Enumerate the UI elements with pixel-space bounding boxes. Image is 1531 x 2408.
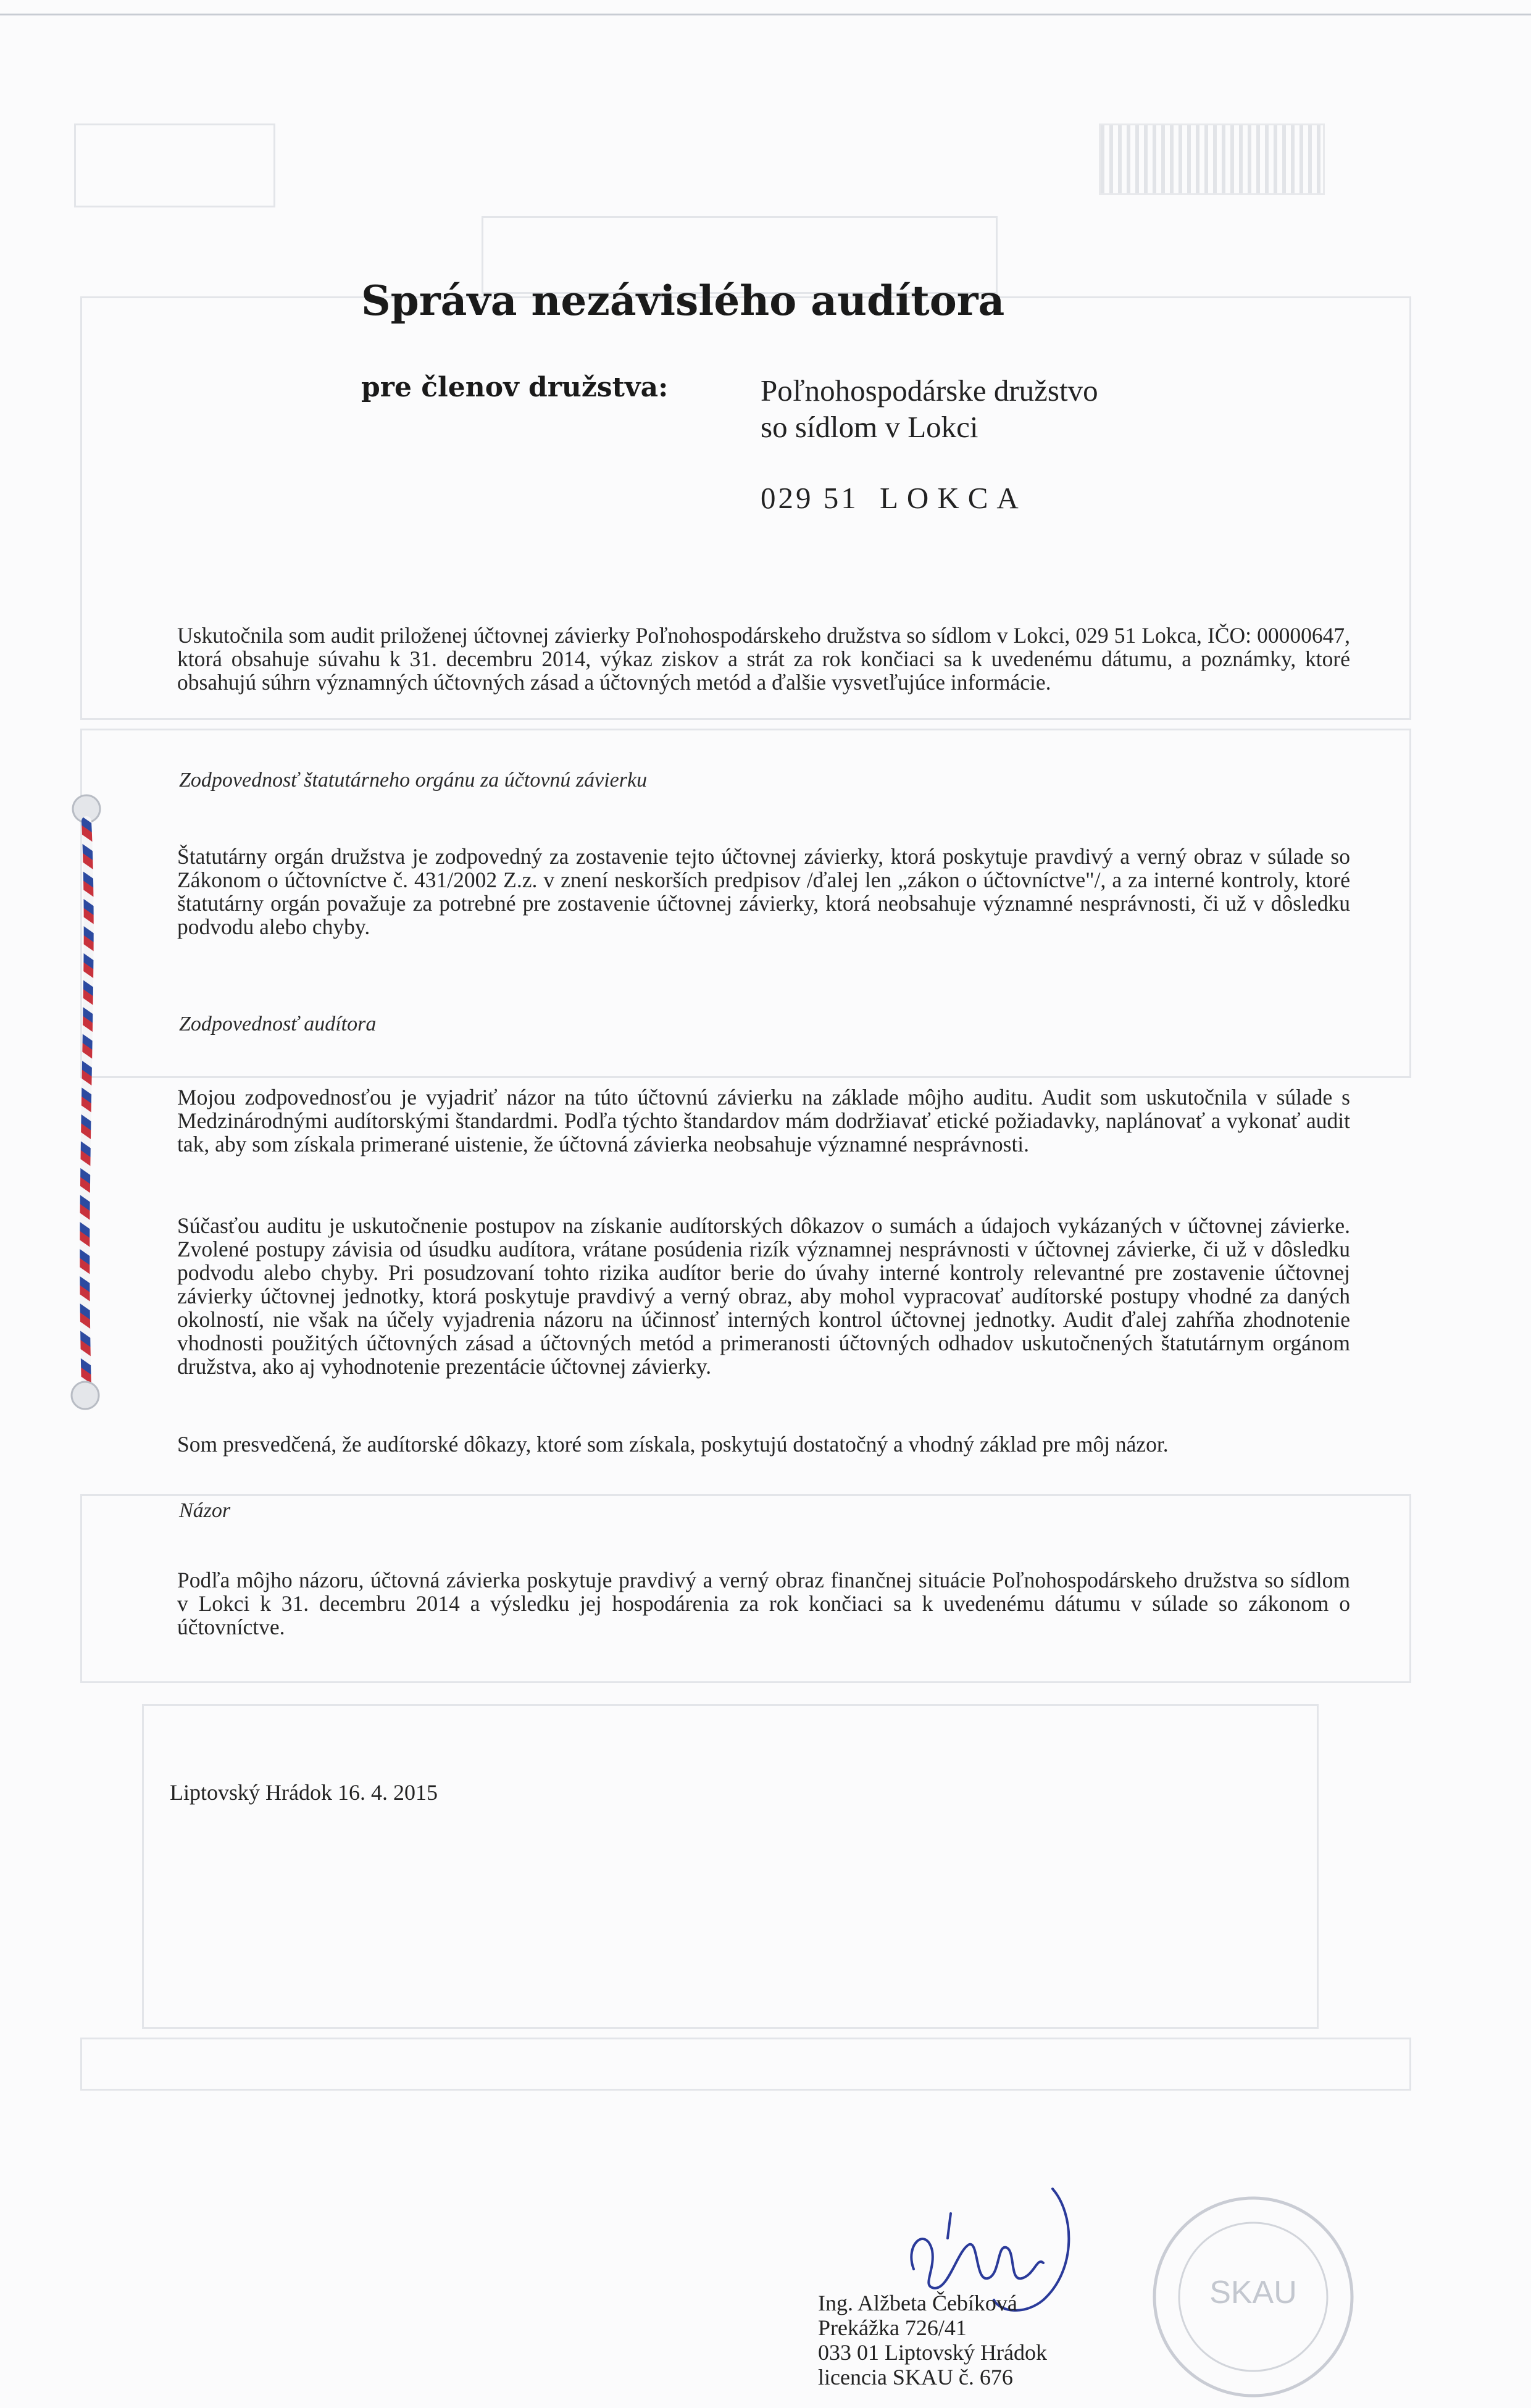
ghost-barcode <box>1099 123 1325 195</box>
recipient-name-line2: so sídlom v Lokci <box>761 410 978 444</box>
ghost-form-top <box>74 123 275 207</box>
section-text-opinion: Podľa môjho názoru, účtovná závierka poskytuje pravdivý a verný obraz finančnej situácie Poľnohospodárskeho družstva so sídlom v Lokci k 31. decembru 2014 a výsledku jej hospodárenia za rok končiaci sa k uvedenému dátumu v súlade so zákonom o účtovníctve. <box>177 1568 1350 1639</box>
place-and-date: Liptovský Hrádok 16. 4. 2015 <box>170 1780 438 1805</box>
recipient-label: pre členov družstva: <box>361 372 669 403</box>
binding-cord <box>62 784 111 1420</box>
section-heading-statutory: Zodpovednosť štatutárneho orgánu za účtovnú závierku <box>179 769 648 792</box>
section-text-statutory: Štatutárny orgán družstva je zodpovedný za zostavenie tejto účtovnej závierky, ktorá poskytuje pravdivý a verný obraz v súlade so Zákonom o účtovníctve č. 431/2002 Z.z. v znení neskorších predpisov /ďalej len „zákon o účtovníctve"/, a za interné kontroly, ktoré štatutárny orgán považuje za potrebné pre zostavenie účtovnej závierky, ktorá neobsahuje významné nesprávnosti, či už v dôsledku podvodu alebo chyby. <box>177 844 1350 939</box>
section-text-auditor-3: Som presvedčená, že audítorské dôkazy, ktoré som získala, poskytujú dostatočný a vhodný základ pre môj názor. <box>177 1432 1169 1457</box>
section-heading-opinion: Názor <box>179 1499 231 1522</box>
recipient-postal-code: 029 51 <box>761 481 859 515</box>
ghost-form-grid-5 <box>80 2038 1411 2091</box>
signatory-license: licencia SKAU č. 676 <box>818 2365 1013 2389</box>
signatory-city: 033 01 Liptovský Hrádok <box>818 2340 1047 2365</box>
scan-edge-line <box>0 14 1531 15</box>
section-text-auditor-1: Mojou zodpovednosťou je vyjadriť názor na túto účtovnú závierku na základe môjho auditu. Audit som uskutočnila v súlade s Medzinárodnými audítorskými štandardmi. Podľa týchto štandardov mám dodržiavať etické požiadavky, naplánovať a vykonať audit tak, aby som získala primerané uistenie, že účtovná závierka neobsahuje významné nesprávnosti. <box>177 1085 1350 1156</box>
skau-stamp <box>1142 2186 1364 2408</box>
recipient-city: LOKCA <box>880 481 1027 515</box>
section-text-auditor-2: Súčasťou auditu je uskutočnenie postupov na získanie audítorských dôkazov o sumách a údajoch vykázaných v účtovnej závierke. Zvolené postupy závisia od úsudku audítora, vrátane posúdenia rizík významnej nesprávnosti v účtovnej závierke, či už v dôsledku podvodu alebo chyby. Pri posudzovaní tohto rizika audítor berie do úvahy interné kontroly relevantné pre zostavenie účtovnej závierky účtovnej jednotky, ktorá poskytuje pravdivý a verný obraz, aby mohol vypracovať audítorské postupy vhodné za daných okolností, nie však na účely vyjadrenia názoru na účinnosť interných kontrol účtovnej jednotky. Audit ďalej zahŕňa zhodnotenie vhodnosti použitých účtovných zásad a účtovných metód a primeranosti účtovných odhadov uskutočnených štatutárnym orgánom družstva, ako aj vyhodnotenie prezentácie účtovnej závierky. <box>177 1213 1350 1379</box>
report-title: Správa nezávislého audítora <box>361 277 1005 325</box>
recipient-postal-address <box>761 480 1027 516</box>
recipient-name-line1: Poľnohospodárske družstvo <box>761 374 1098 408</box>
signatory-name: Ing. Alžbeta Čebíková <box>818 2291 1017 2315</box>
section-heading-auditor: Zodpovednosť audítora <box>179 1013 377 1035</box>
signatory-street: Prekážka 726/41 <box>818 2315 967 2340</box>
stamp-text: SKAU <box>1209 2275 1297 2310</box>
ghost-form-grid-4 <box>142 1704 1319 2029</box>
intro-paragraph: Uskutočnila som audit priloženej účtovnej závierky Poľnohospodárskeho družstva so sídlom v Lokci, 029 51 Lokca, IČO: 00000647, ktorá obsahuje súvahu k 31. decembru 2014, výkaz ziskov a strát za rok končiaci sa k uvedenému dátumu, a poznámky, ktoré obsahujú súhrn významných účtovných zásad a účtovných metód a ďalšie vysvetľujúce informácie. <box>177 623 1350 695</box>
